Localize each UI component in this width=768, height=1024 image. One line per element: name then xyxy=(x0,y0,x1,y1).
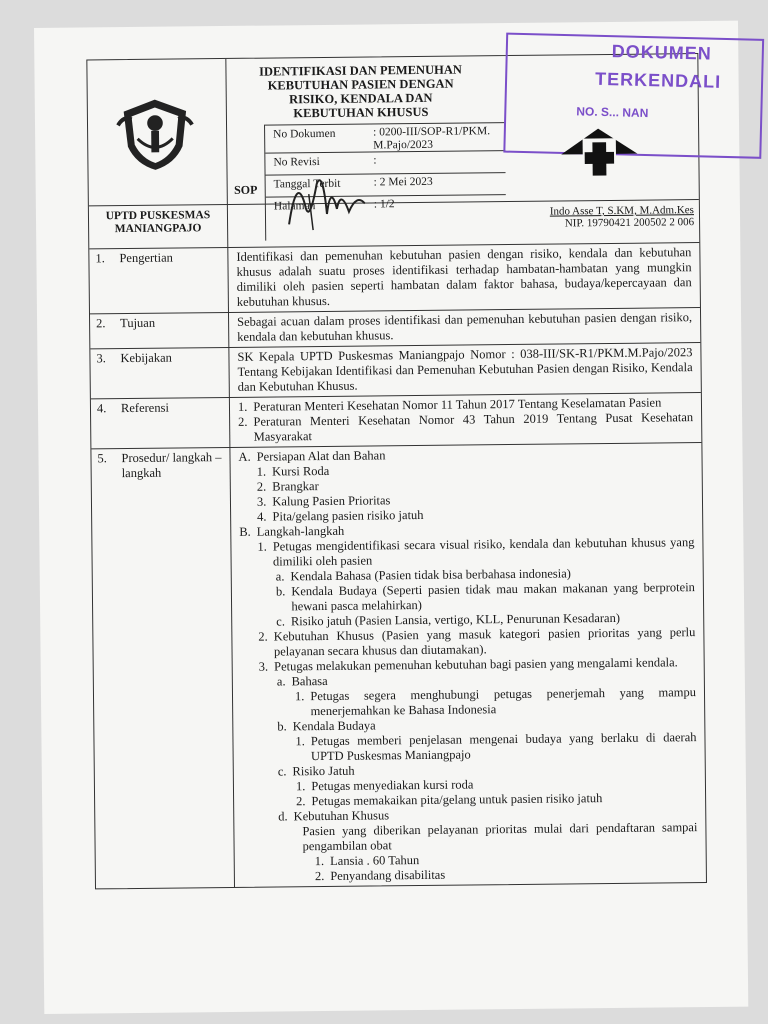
list-item: 1. Peraturan Menteri Kesehatan Nomor 11 Tahun 2017 Tentang Keselamatan Pasien xyxy=(237,395,662,414)
meta-row-no-dokumen xyxy=(265,122,505,154)
section-label: Prosedur/ langkah – langkah xyxy=(121,448,235,888)
section-text: Identifikasi dan pemenuhan kebutuhan pasien dengan risiko, kendala dan kebutuhan khusus adalah suatu proses identifikasi terhadap hambatan-hambatan yang mungkin dimiliki oleh pasien seperti hambatan dalam faktor bahasa, budaya/kepercayaan dan kebutuhan khusus. xyxy=(236,245,692,309)
meta-value: : xyxy=(373,154,377,167)
procedure-list xyxy=(230,443,706,887)
section-text: SK Kepala UPTD Puskesmas Maniangpajo Nomor : 038-III/SK-R1/PKM.M.Pajo/2023 Tentang Kebijakan Identifikasi dan Pemenuhan Kebutuhan Pasien dengan Risiko, Kendala dan Kebutuhan Khusus. xyxy=(237,345,693,394)
meta-value: : 1/2 xyxy=(373,198,395,211)
procedure-text: Langkah-langkah xyxy=(256,523,345,539)
procedure-marker: c. xyxy=(277,764,287,779)
section-referensi xyxy=(91,393,701,449)
section-number: 2. xyxy=(96,316,106,331)
procedure-marker: 2. xyxy=(314,869,325,884)
title-line: IDENTIFIKASI DAN PEMENUHAN xyxy=(258,62,462,79)
section-label: Pengertian xyxy=(119,248,229,313)
procedure-text: Pita/gelang pasien risiko jatuh xyxy=(272,507,424,524)
procedure-marker: a. xyxy=(275,569,285,584)
procedure-marker: d. xyxy=(278,809,288,824)
document-title xyxy=(225,62,496,121)
procedure-text: Petugas segera menghubungi petugas penerjemah yang mampu menerjemahkan ke Bahasa Indonesia xyxy=(310,685,697,719)
list-item: 2. Peraturan Menteri Kesehatan Nomor 43 Tahun 2019 Tentang Pusat Kesehatan Masyarakat xyxy=(238,410,694,444)
health-cross-icon xyxy=(555,120,644,185)
procedure-marker: A. xyxy=(238,449,251,464)
section-number: 1. xyxy=(95,251,105,266)
procedure-marker: a. xyxy=(276,674,286,689)
stamp-line: DOKUMEN xyxy=(611,41,713,64)
procedure-item xyxy=(241,730,696,765)
title-line: KEBUTUHAN PASIEN DENGAN xyxy=(267,76,454,93)
procedure-text: Kebutuhan Khusus (Pasien yang masuk kategori pasien prioritas yang perlu pelayanan secara khusus dan diutamakan). xyxy=(273,625,696,659)
procedure-marker: 1. xyxy=(295,734,305,749)
stamp-line: NO. S... NAN xyxy=(576,104,649,121)
meta-key: Tanggal Terbit xyxy=(273,177,341,191)
procedure-text: Petugas mengidentifikasi secara visual risiko, kendala dan kebutuhan khusus yang dimiliki oleh pasien xyxy=(272,535,695,569)
section-prosedur xyxy=(91,443,706,888)
organization-cell xyxy=(89,205,228,248)
signature-icon xyxy=(278,163,379,234)
procedure-marker: c. xyxy=(276,614,285,629)
section-label: Tujuan xyxy=(120,313,229,348)
title-line: RISIKO, KENDALA DAN xyxy=(288,90,433,107)
procedure-marker: b. xyxy=(275,584,286,599)
procedure-text: Kendala Bahasa (Pasien tidak bisa berbahasa indonesia) xyxy=(290,566,571,584)
procedure-text: Petugas memberi penjelasan mengenai budaya yang berlaku di daerah UPTD Puskesmas Maniangpajo xyxy=(310,730,697,764)
procedure-text: Bahasa xyxy=(291,673,328,689)
procedure-text: Petugas menyediakan kursi roda xyxy=(311,777,474,794)
document-page xyxy=(34,21,748,1014)
procedure-text: Risiko Jatuh xyxy=(292,763,355,779)
procedure-text: Brangkar xyxy=(272,479,319,494)
meta-key: No Revisi xyxy=(273,156,320,169)
procedure-text: Kursi Roda xyxy=(271,463,330,479)
logo-cell xyxy=(87,59,228,236)
procedure-item xyxy=(240,580,695,615)
signer-nip: NIP. 19790421 200502 2 006 xyxy=(564,216,695,230)
procedure-marker: 1. xyxy=(257,539,267,554)
procedure-marker: 4. xyxy=(257,509,267,524)
meta-key: No Dokumen xyxy=(273,127,336,141)
procedure-marker: 2. xyxy=(258,629,268,644)
procedure-text: Kebutuhan Khusus xyxy=(293,808,390,824)
procedure-marker: 1. xyxy=(294,689,305,704)
procedure-marker: 3. xyxy=(258,659,269,674)
section-pengertian xyxy=(89,243,700,314)
procedure-text: Petugas memakaikan pita/gelang untuk pasien risiko jatuh xyxy=(311,791,603,809)
procedure-text: Persiapan Alat dan Bahan xyxy=(256,448,386,464)
regency-emblem-icon xyxy=(116,95,195,174)
procedure-marker: 1. xyxy=(256,464,267,479)
procedure-text: Kalung Pasien Prioritas xyxy=(272,493,391,509)
procedure-marker: 2. xyxy=(296,794,306,809)
sop-label: SOP xyxy=(233,182,258,197)
meta-value: : 0200-III/SOP-R1/PKM. M.Pajo/2023 xyxy=(373,125,491,152)
signature-row xyxy=(89,200,699,249)
stamp-line: TERKENDALI xyxy=(594,68,722,92)
procedure-text: Risiko jatuh (Pasien Lansia, vertigo, KLL, Penurunan Kesadaran) xyxy=(290,610,621,629)
procedure-item xyxy=(241,685,696,720)
title-line: KEBUTUHAN KHUSUS xyxy=(293,104,429,121)
section-list xyxy=(230,393,701,447)
procedure-item xyxy=(240,625,695,660)
procedure-marker: b. xyxy=(277,719,287,734)
procedure-text: Lansia . 60 Tahun xyxy=(330,853,420,868)
procedure-marker: 1. xyxy=(295,779,306,794)
organization-name: UPTD PUSKESMAS MANIANGPAJO xyxy=(105,209,211,236)
procedure-item xyxy=(242,820,697,855)
section-number: 3. xyxy=(96,351,106,366)
signer-name: Indo Asse T, S.KM, M.Adm.Kes xyxy=(549,204,695,218)
meta-value: : 2 Mei 2023 xyxy=(373,175,433,189)
section-label: Referensi xyxy=(121,398,231,448)
procedure-text: Kendala Budaya (Seperti pasien tidak mau makan makanan yang berprotein hewani pasca melahirkan) xyxy=(291,580,695,614)
procedure-marker: B. xyxy=(239,524,251,539)
procedure-text: Penyandang disabilitas xyxy=(330,867,446,883)
procedure-text: Pasien yang diberikan pelayanan prioritas mulai dari pendaftaran sampai pengambilan obat xyxy=(302,820,698,854)
procedure-marker: 3. xyxy=(256,494,267,509)
procedure-text: Kendala Budaya xyxy=(292,718,376,734)
signer-block xyxy=(509,204,694,230)
procedure-item xyxy=(239,535,694,570)
procedure-marker: 1. xyxy=(314,854,325,869)
section-text: Sebagai acuan dalam proses identifikasi dan pemenuhan kebutuhan pasien dengan risiko, kendala dan kebutuhan khusus. xyxy=(237,310,693,344)
meta-key: Halaman xyxy=(273,200,316,213)
procedure-marker: 2. xyxy=(256,479,267,494)
procedure-text: Petugas melakukan pemenuhan kebutuhan bagi pasien yang mengalami kendala. xyxy=(274,655,678,674)
section-number: 4. xyxy=(96,401,107,416)
section-label: Kebijakan xyxy=(120,348,230,398)
section-number: 5. xyxy=(97,451,107,466)
section-kebijakan xyxy=(90,343,700,399)
